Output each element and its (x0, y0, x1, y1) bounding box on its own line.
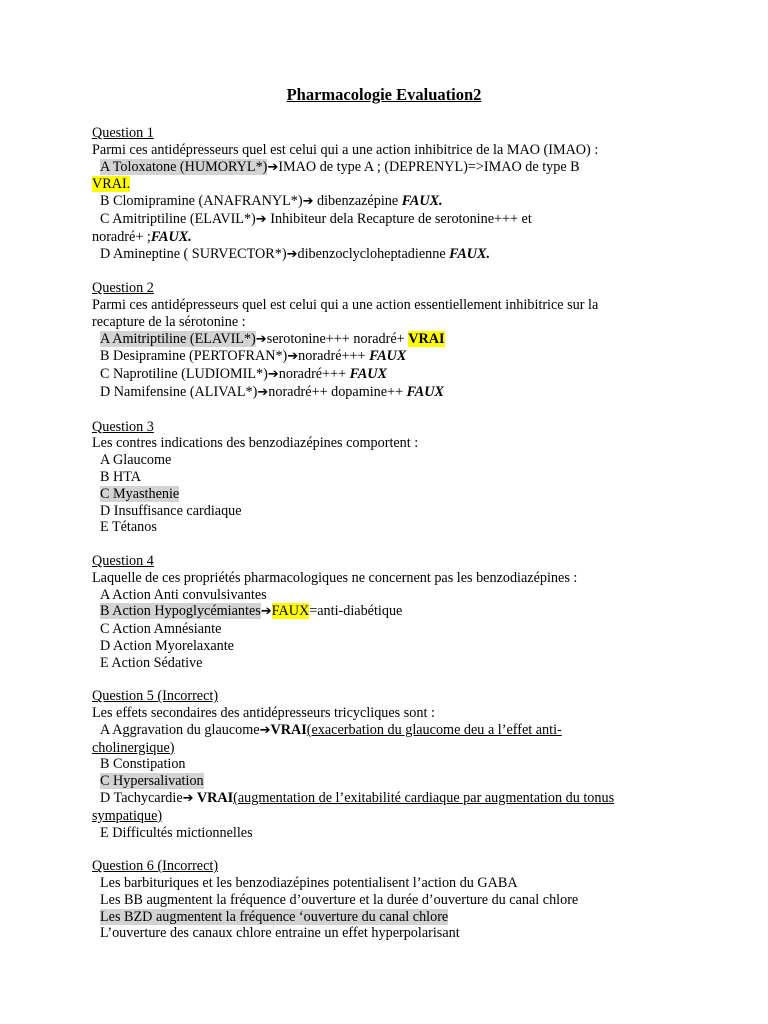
option-d (92, 384, 692, 402)
option-text: D Insuffisance cardiaque (100, 502, 242, 519)
option-text: C Naprotiline (LUDIOMIL*) (100, 366, 268, 383)
verdict-true: VRAI (193, 790, 234, 807)
option-text: B Desipramine (PERTOFRAN*) (100, 348, 288, 365)
statement-2: Les BB augmentent la fréquence d’ouverture et la durée d’ouverture du canal chlore (100, 891, 579, 908)
option-explanation: noradré+ ; (92, 228, 151, 245)
question-4 (92, 553, 692, 672)
arrow-icon: ➔ (302, 194, 314, 210)
option-b (92, 469, 692, 486)
arrow-icon: ➔ (286, 246, 298, 262)
question-5 (92, 688, 692, 841)
option-c (92, 486, 692, 503)
arrow-icon: ➔ (267, 367, 279, 383)
option-a-continued (92, 740, 692, 757)
option-e: E Action Sédative (100, 654, 203, 671)
arrow-icon: ➔ (287, 349, 299, 365)
option-text-selected: C Myasthenie (100, 485, 180, 502)
option-note: cholinergique) (92, 739, 175, 756)
option-e (92, 519, 692, 536)
option-a (92, 159, 692, 177)
verdict-false: FAUX (271, 603, 310, 620)
question-heading: Question 4 (92, 552, 154, 569)
option-b (92, 603, 692, 621)
option-d-continued (92, 808, 692, 825)
arrow-icon: ➔ (260, 604, 272, 620)
option-text: D Amineptine ( SURVECTOR*) (100, 245, 287, 262)
question-prompt: Les effets secondaires des antidépresseurs tricycliques sont : (92, 705, 435, 722)
option-d (92, 790, 692, 808)
option-b: B Constipation (100, 756, 186, 773)
question-prompt: Laquelle de ces propriétés pharmacologiques ne concernent pas les benzodiazépines : (92, 569, 578, 586)
option-note: sympatique) (92, 807, 163, 824)
option-d (92, 246, 692, 264)
question-heading: Question 5 (Incorrect) (92, 688, 219, 705)
verdict-false: FAUX. (150, 228, 192, 245)
option-d: D Action Myorelaxante (100, 637, 234, 654)
option-text: B Clomipramine (ANAFRANYL*) (100, 193, 303, 210)
verdict-true: VRAI. (92, 176, 131, 193)
statement-4: L’ouverture des canaux chlore entraine un effet hyperpolarisant (100, 925, 460, 942)
verdict-true: VRAI (270, 721, 307, 738)
option-e: E Difficultés mictionnelles (100, 824, 253, 841)
option-text: A Toloxatone (HUMORYL*) (100, 158, 268, 175)
verdict-false: FAUX. (449, 245, 491, 262)
verdict-false: FAUX (369, 348, 407, 365)
option-explanation: =anti-diabétique (309, 603, 403, 620)
option-note: (augmentation de l’exitabilité cardiaque par augmentation du tonus (233, 790, 615, 807)
arrow-icon: ➔ (259, 722, 271, 738)
question-2 (92, 280, 692, 402)
option-a (92, 452, 692, 469)
question-prompt-continued: recapture de la sérotonine : (92, 313, 246, 330)
option-text: D Tachycardie (100, 790, 183, 807)
arrow-icon: ➔ (255, 331, 267, 347)
option-a-continued (92, 176, 692, 193)
option-text-selected: C Hypersalivation (100, 773, 204, 790)
option-explanation: dibenzoclycloheptadienne (297, 245, 450, 262)
option-c (92, 211, 692, 229)
question-6 (92, 858, 692, 942)
option-c: C Action Amnésiante (100, 621, 222, 638)
option-a (92, 331, 692, 349)
question-prompt: Parmi ces antidépresseurs quel est celui qui a une action inhibitrice de la MAO (IMAO) : (92, 141, 599, 158)
option-explanation: serotonine+++ noradré+ (266, 330, 409, 347)
option-a: A Action Anti convulsivantes (100, 586, 267, 603)
question-heading: Question 2 (92, 280, 154, 297)
option-explanation: noradré++ dopamine++ (268, 383, 407, 400)
question-heading: Question 3 (92, 418, 154, 435)
option-c (92, 366, 692, 384)
statement-3 (92, 909, 692, 926)
option-c-continued (92, 229, 692, 246)
option-text: A Glaucome (100, 452, 172, 469)
verdict-false: FAUX (349, 366, 387, 383)
option-text: B HTA (100, 468, 142, 485)
option-text: C Amitriptiline (ELAVIL*) (100, 210, 256, 227)
option-text: A Amitriptiline (ELAVIL*) (100, 330, 256, 347)
question-3 (92, 419, 692, 537)
question-heading: Question 1 (92, 125, 154, 141)
option-b (92, 193, 692, 211)
option-note: (exacerbation du glaucome deu a l’effet anti- (306, 721, 562, 738)
option-explanation: noradré+++ (278, 366, 350, 383)
option-text: A Aggravation du glaucome (100, 721, 260, 738)
question-prompt: Parmi ces antidépresseurs quel est celui qui a une action essentiellement inhibitrice sur la (92, 296, 599, 313)
question-prompt: Les contres indications des benzodiazépines comportent : (92, 435, 419, 452)
option-explanation: Inhibiteur dela Recapture de serotonine+++ et (266, 210, 532, 227)
arrow-icon: ➔ (182, 791, 194, 807)
option-explanation: noradré+++ (298, 348, 370, 365)
verdict-true: VRAI (408, 330, 445, 347)
verdict-false: FAUX. (401, 193, 443, 210)
arrow-icon: ➔ (267, 159, 279, 175)
option-explanation: IMAO de type A ; (DEPRENYL)=>IMAO de type B (278, 158, 580, 175)
option-d (92, 503, 692, 520)
option-text: E Tétanos (100, 519, 157, 536)
statement-1: Les barbituriques et les benzodiazépines potentialisent l’action du GABA (100, 875, 518, 892)
option-text: D Namifensine (ALIVAL*) (100, 383, 258, 400)
option-explanation: dibenzazépine (313, 193, 402, 210)
page-title: Pharmacologie Evaluation2 (286, 85, 482, 104)
question-heading: Question 6 (Incorrect) (92, 858, 219, 875)
option-text-selected: B Action Hypoglycémiantes (100, 603, 261, 620)
option-a (92, 722, 692, 740)
verdict-false: FAUX (406, 383, 444, 400)
option-c (92, 773, 692, 790)
statement-selected: Les BZD augmentent la fréquence ‘ouverture du canal chlore (100, 908, 449, 925)
arrow-icon: ➔ (257, 384, 269, 400)
question-1 (92, 125, 692, 263)
option-b (92, 348, 692, 366)
arrow-icon: ➔ (255, 211, 267, 227)
document-body (92, 125, 692, 959)
